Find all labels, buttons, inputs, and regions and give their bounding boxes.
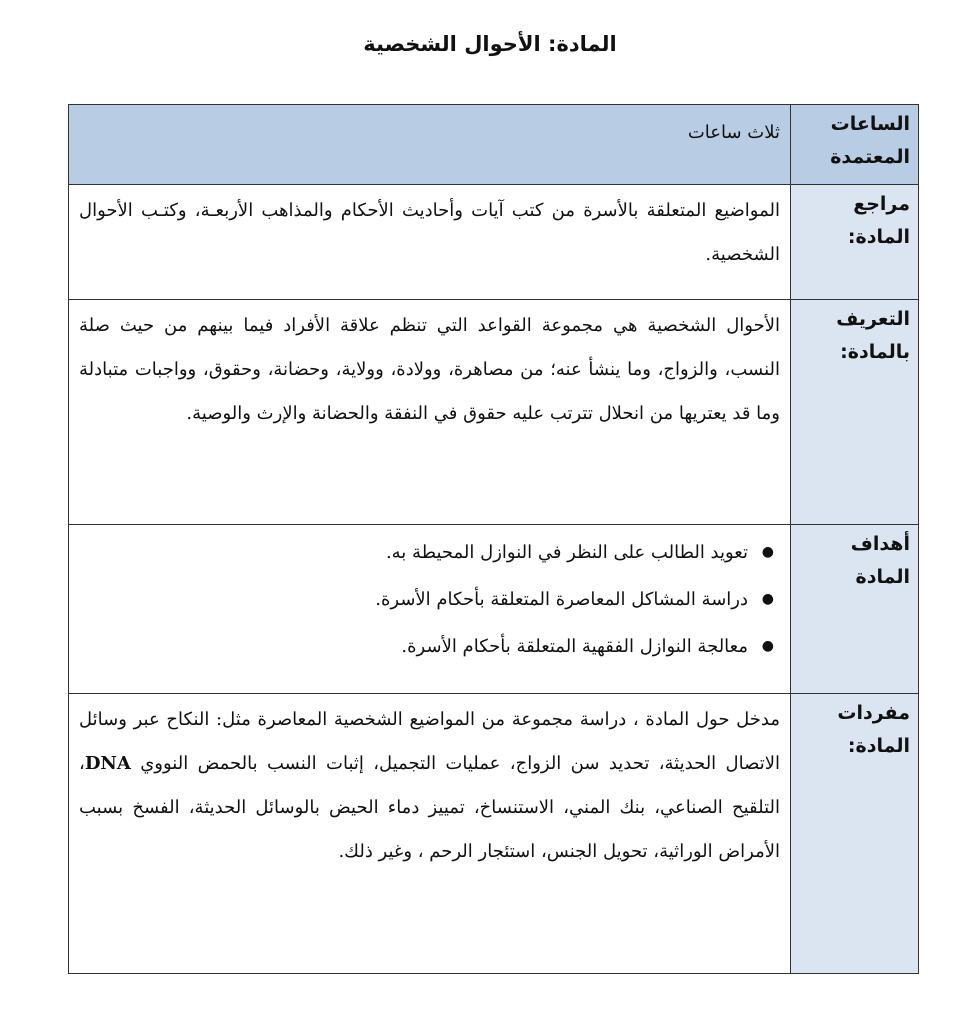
row-content-definition: الأحوال الشخصية هي مجموعة القواعد التي تنظم علاقة الأفراد فيما بينهم من حيث صلة النسب، والزواج، وما ينشأ عنه؛ من مصاهرة، وولادة، وولاية، وحضانة، وحقوق، وواجبات متبادلة وما قد يعتريها من انحلال تترتب عليه حقوق في النفقة والحضانة والإرث والوصية. bbox=[69, 300, 791, 525]
objective-item bbox=[79, 576, 774, 623]
table-row-references bbox=[69, 185, 919, 300]
objective-text: تعويد الطالب على النظر في النوازل المحيطة به. bbox=[385, 542, 748, 563]
objective-item bbox=[79, 623, 774, 670]
row-content-objectives bbox=[69, 525, 791, 694]
table-row-objectives bbox=[69, 525, 919, 694]
table-row-syllabus bbox=[69, 694, 919, 974]
row-label-definition: التعريف بالمادة: bbox=[791, 300, 919, 525]
objectives-list bbox=[79, 529, 780, 670]
row-label-objectives: أهداف المادة bbox=[791, 525, 919, 694]
row-content-references: المواضيع المتعلقة بالأسرة من كتب آيات وأحاديث الأحكام والمذاهب الأربعـة، وكتـب الأحوال الشخصية. bbox=[69, 185, 791, 300]
objective-text: دراسة المشاكل المعاصرة المتعلقة بأحكام الأسرة. bbox=[375, 589, 748, 610]
syllabus-text-part1: مدخل حول المادة ، دراسة مجموعة من المواضيع الشخصية المعاصرة مثل: النكاح عبر وسائل الاتصال الحديثة، تحديد سن الزواج، عمليات التجميل، إثبات النسب بالحمض النووي bbox=[79, 709, 780, 774]
table-row-definition bbox=[69, 300, 919, 525]
row-content-syllabus bbox=[69, 694, 791, 974]
bullet-dot-icon: ● bbox=[761, 591, 774, 607]
row-content-credit-hours: ثلاث ساعات bbox=[69, 105, 791, 185]
row-label-syllabus: مفردات المادة: bbox=[791, 694, 919, 974]
syllabus-dna-term: DNA bbox=[84, 753, 131, 774]
row-label-credit-hours: الساعات المعتمدة bbox=[791, 105, 919, 185]
objective-text: معالجة النوازل الفقهية المتعلقة بأحكام الأسرة. bbox=[401, 636, 748, 657]
objective-item bbox=[79, 529, 774, 576]
bullet-dot-icon: ● bbox=[761, 544, 774, 560]
page-title: المادة: الأحوال الشخصية bbox=[363, 32, 617, 56]
table-row-credit-hours bbox=[69, 105, 919, 185]
syllabus-text-part2: ، التلقيح الصناعي، بنك المني، الاستنساخ، تمييز دماء الحيض بالوسائل الحديثة، الفسخ بسبب الأمراض الوراثية، تحويل الجنس، استئجار الرحم ، وغير ذلك. bbox=[79, 753, 780, 862]
row-label-references: مراجع المادة: bbox=[791, 185, 919, 300]
bullet-dot-icon: ● bbox=[761, 638, 774, 654]
course-info-table bbox=[68, 104, 919, 974]
